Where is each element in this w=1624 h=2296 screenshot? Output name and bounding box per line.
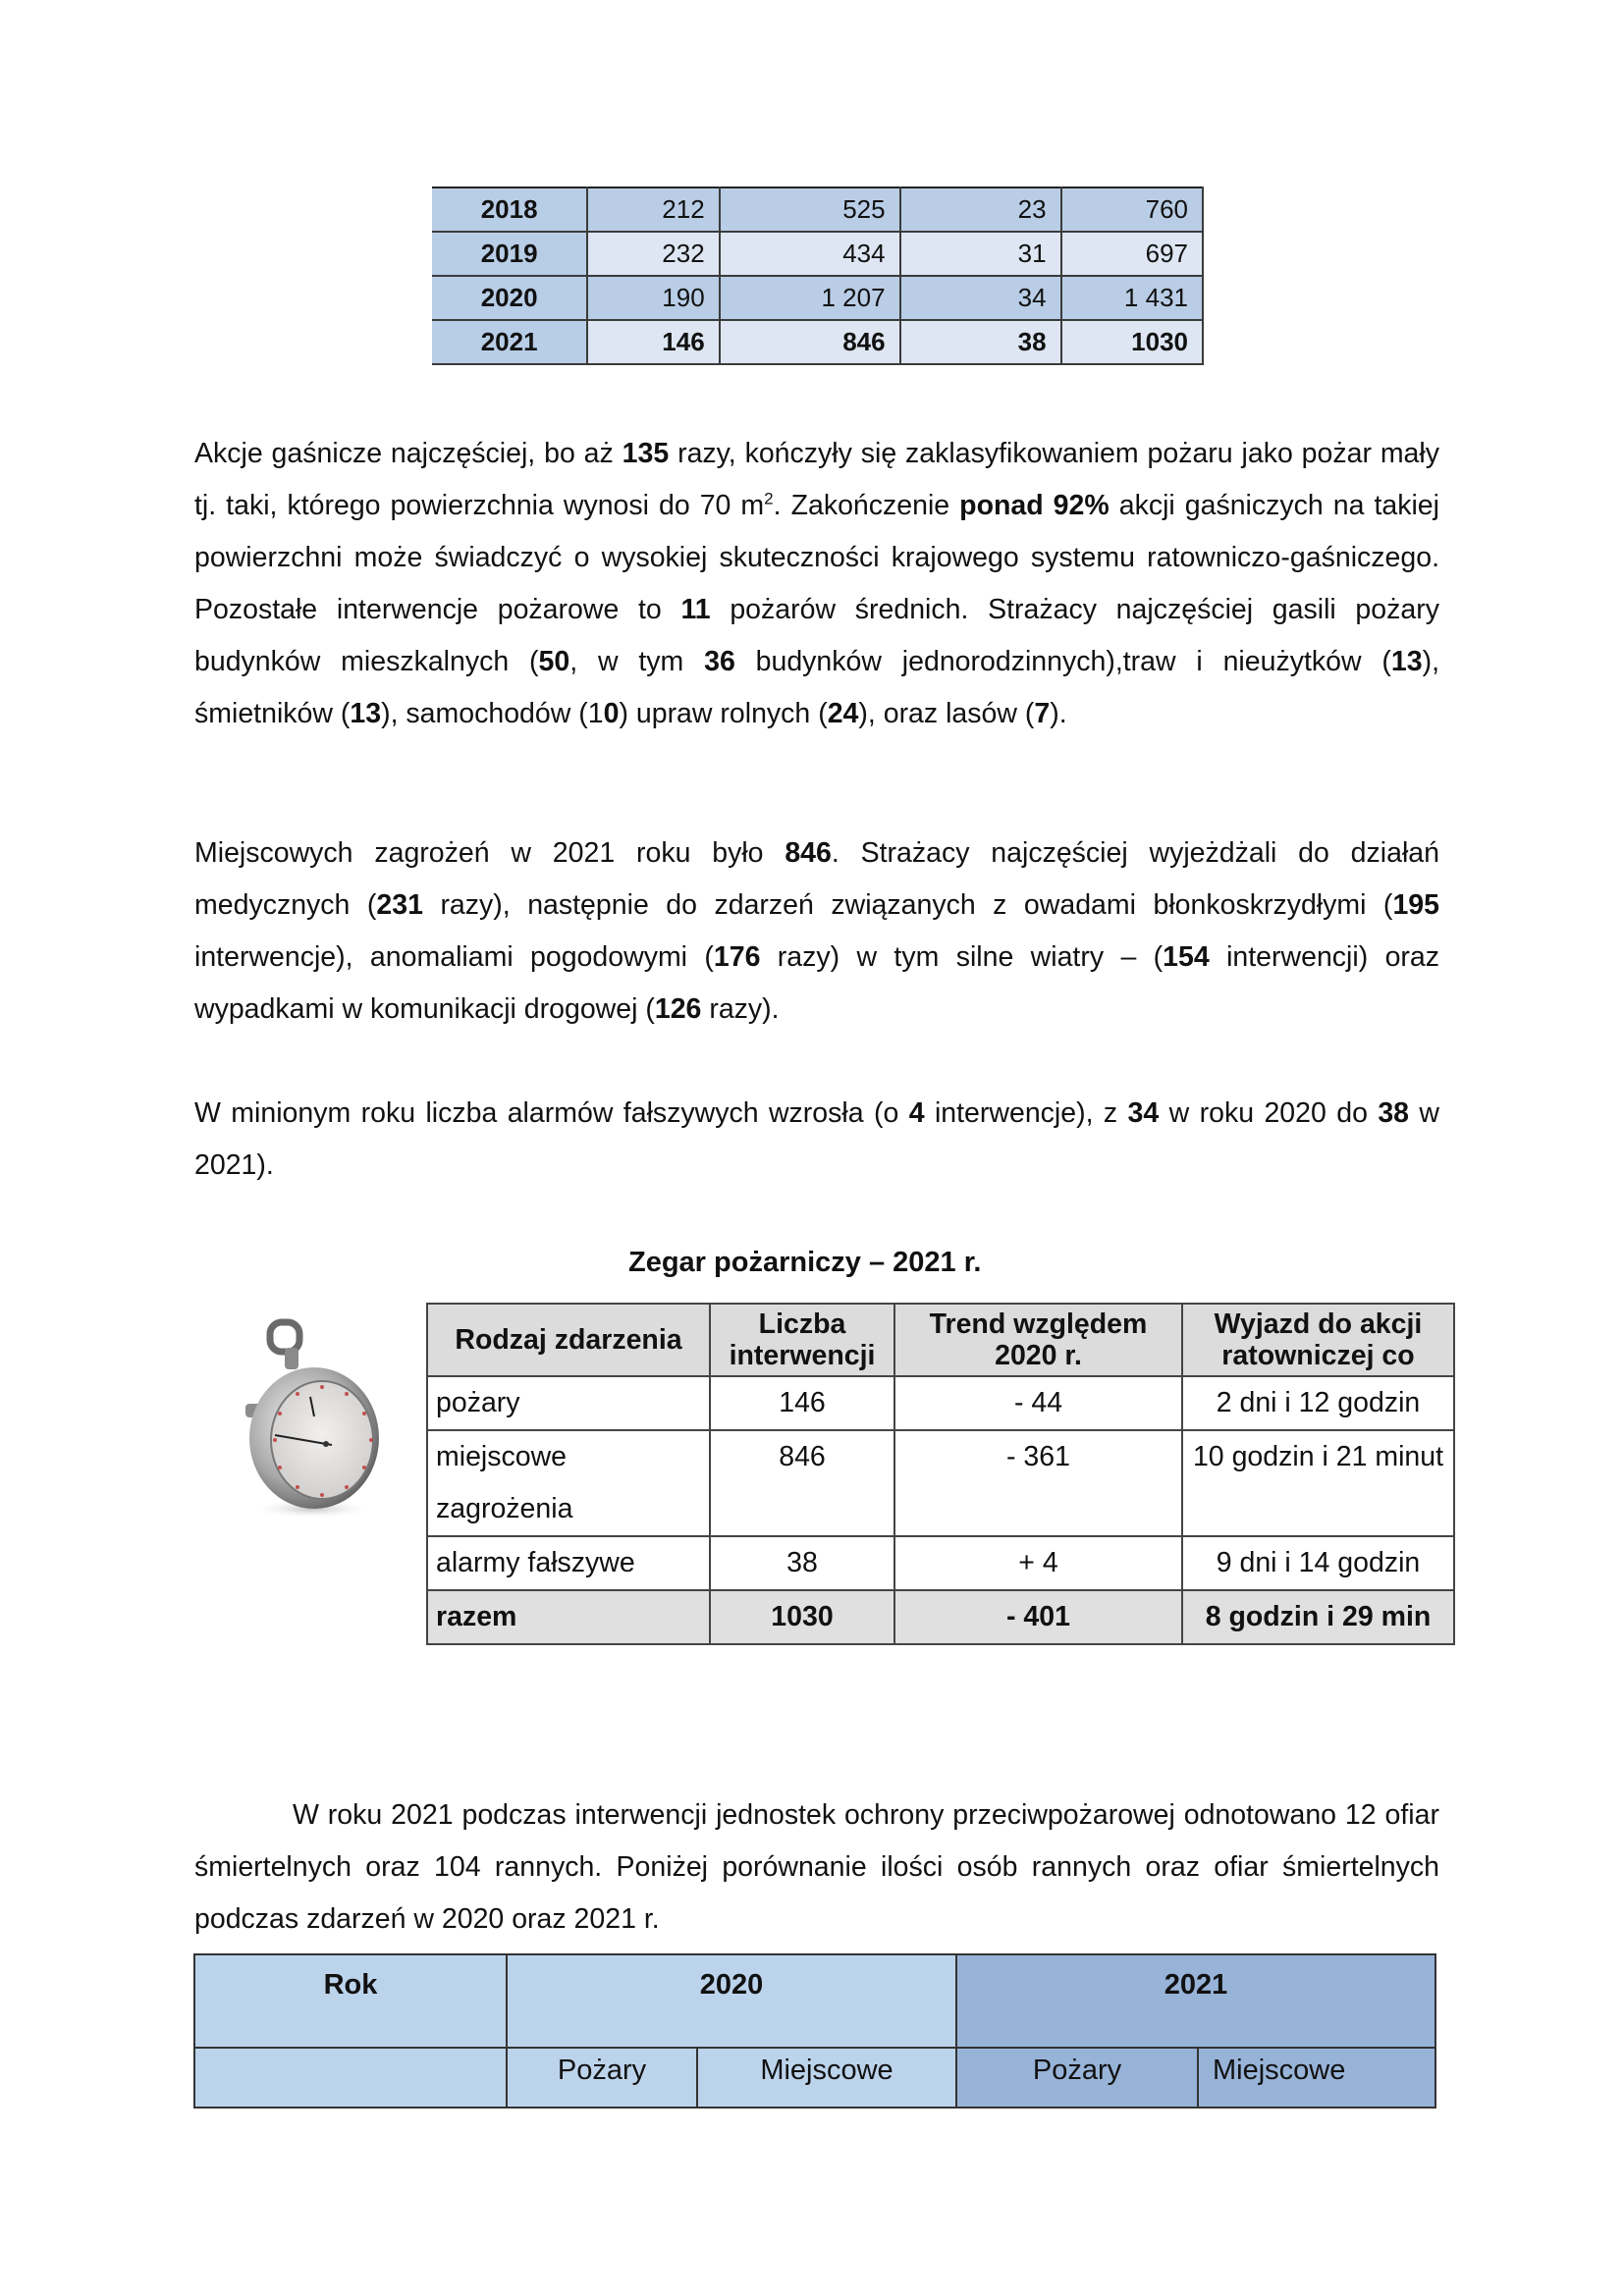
subheader-cell: Miejscowe <box>1198 2048 1435 2108</box>
trend-cell: + 4 <box>894 1536 1182 1590</box>
table-row <box>427 1376 1454 1430</box>
value-cell: 1 207 <box>720 276 900 320</box>
subheader-cell: Pożary <box>507 2048 697 2108</box>
interval-cell: 8 godzin i 29 min <box>1182 1590 1454 1644</box>
subheader-cell: Miejscowe <box>697 2048 956 2108</box>
table-row <box>432 232 1203 276</box>
count-cell: 146 <box>710 1376 894 1430</box>
trend-cell: - 44 <box>894 1376 1182 1430</box>
interval-cell: 2 dni i 12 godzin <box>1182 1376 1454 1430</box>
table-row <box>427 1536 1454 1590</box>
clock-table-title: Zegar pożarniczy – 2021 r. <box>628 1247 982 1278</box>
column-header: Trend względem 2020 r. <box>894 1304 1182 1376</box>
stats-table <box>432 187 1204 365</box>
paragraph-false-alarms: W minionym roku liczba alarmów fałszywych wzrosła (o 4 interwencje), z 34 w roku 2020 do 38 w 2021). <box>194 1097 1440 1181</box>
paragraph-fire-actions: Akcje gaśnicze najczęściej, bo aż 135 razy, kończyły się zaklasyfikowaniem pożaru jako pożar mały tj. taki, którego powierzchnia wynosi do 70 $m^2$. Zakończenie ponad 92% akcji gaśniczych na takiej powierzchni może świadczyć o wysokiej skuteczności krajowego systemu ratowniczo-gaśniczego. Pozostałe interwencje pożarowe to 11 pożarów średnich. Strażacy najczęściej gasili pożary budynków mieszkalnych (50, w tym 36 budynków jednorodzinnych),traw i nieużytków (13), śmietników (13), samochodów (10) upraw rolnych (24), oraz lasów (7). <box>194 438 1439 729</box>
table-row <box>432 187 1203 232</box>
year-cell: 2018 <box>432 187 587 232</box>
value-cell: 34 <box>900 276 1061 320</box>
value-cell: 434 <box>720 232 900 276</box>
table-header-row <box>427 1304 1454 1376</box>
column-header: 2020 <box>507 1954 956 2048</box>
event-type-cell: pożary <box>427 1376 710 1430</box>
interval-cell: 10 godzin i 21 minut <box>1182 1430 1454 1536</box>
count-cell: 846 <box>710 1430 894 1536</box>
subheader-cell: Pożary <box>956 2048 1198 2108</box>
trend-cell: - 401 <box>894 1590 1182 1644</box>
value-cell: 846 <box>720 320 900 364</box>
event-type-cell: miejscowe zagrożenia <box>427 1430 710 1536</box>
table-subheader-row <box>194 2048 1435 2108</box>
table-header-row <box>194 1954 1435 2048</box>
value-cell: 212 <box>587 187 719 232</box>
event-type-cell: alarmy fałszywe <box>427 1536 710 1590</box>
count-cell: 1030 <box>710 1590 894 1644</box>
stopwatch-icon <box>224 1301 381 1522</box>
interval-cell: 9 dni i 14 godzin <box>1182 1536 1454 1590</box>
year-cell: 2019 <box>432 232 587 276</box>
value-cell: 23 <box>900 187 1061 232</box>
casualties-table <box>193 1953 1436 2109</box>
trend-cell: - 361 <box>894 1430 1182 1536</box>
year-cell: 2021 <box>432 320 587 364</box>
table-total-row <box>427 1590 1454 1644</box>
fire-clock-table <box>426 1303 1455 1645</box>
column-header: Rodzaj zdarzenia <box>427 1304 710 1376</box>
table-row <box>427 1430 1454 1536</box>
value-cell: 525 <box>720 187 900 232</box>
column-header: Rok <box>194 1954 507 2048</box>
value-cell: 38 <box>900 320 1061 364</box>
value-cell: 697 <box>1061 232 1203 276</box>
year-cell: 2020 <box>432 276 587 320</box>
subheader-cell <box>194 2048 507 2108</box>
table-row <box>432 276 1203 320</box>
value-cell: 232 <box>587 232 719 276</box>
value-cell: 1 431 <box>1061 276 1203 320</box>
value-cell: 760 <box>1061 187 1203 232</box>
column-header: Wyjazd do akcji ratowniczej co <box>1182 1304 1454 1376</box>
paragraph-casualties: W roku 2021 podczas interwencji jednostek ochrony przeciwpożarowej odnotowano 12 ofiar śmiertelnych oraz 104 rannych. Poniżej porównanie ilości osób rannych oraz ofiar śmiertelnych podczas zdarzeń w 2020 oraz 2021 r. <box>194 1799 1439 1935</box>
paragraph-local-hazards: Miejscowych zagrożeń w 2021 roku było 846. Strażacy najczęściej wyjeżdżali do działań medycznych (231 razy), następnie do zdarzeń związanych z owadami błonkoskrzydłymi (195 interwencje), anomaliami pogodowymi (176 razy) w tym silne wiatry – (154 interwencji) oraz wypadkami w komunikacji drogowej (126 razy). <box>194 837 1440 1025</box>
event-type-cell: razem <box>427 1590 710 1644</box>
value-cell: 31 <box>900 232 1061 276</box>
table-row <box>432 320 1203 364</box>
value-cell: 146 <box>587 320 719 364</box>
column-header: Liczba interwencji <box>710 1304 894 1376</box>
column-header: 2021 <box>956 1954 1435 2048</box>
count-cell: 38 <box>710 1536 894 1590</box>
value-cell: 190 <box>587 276 719 320</box>
value-cell: 1030 <box>1061 320 1203 364</box>
